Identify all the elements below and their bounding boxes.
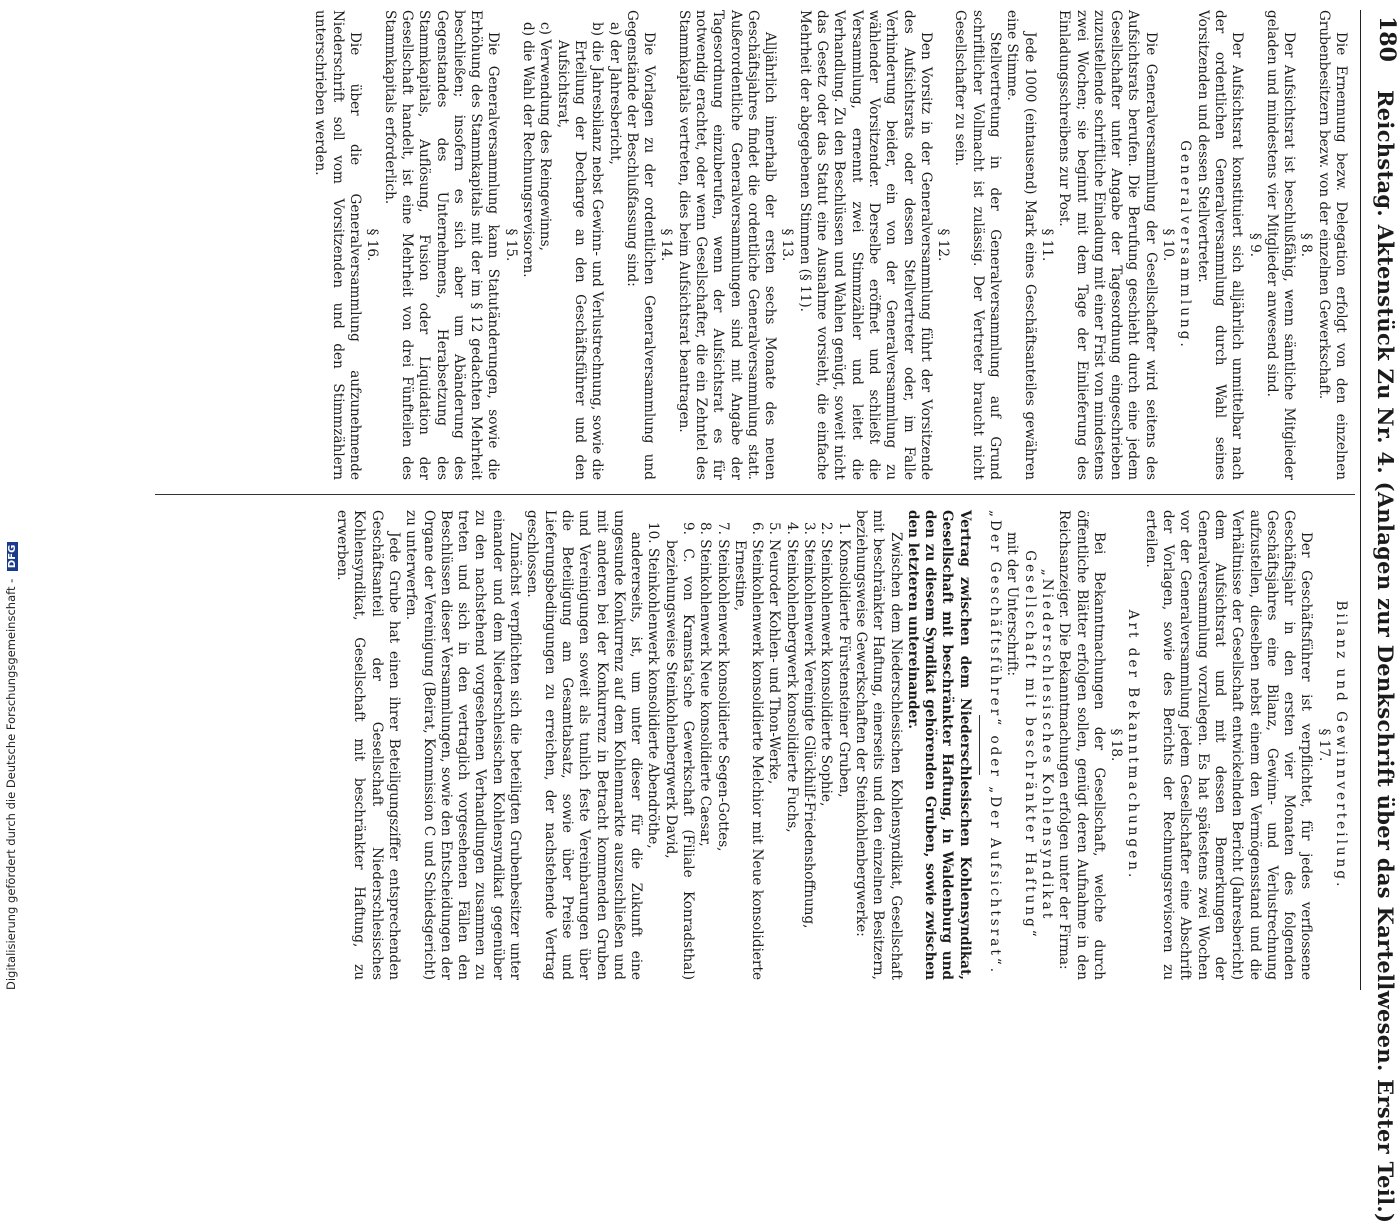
signature-line: „Der Geschäftsführer“ oder „Der Aufsichtsrat“. [987, 510, 1004, 976]
running-title: Reichstag. Aktenstück Zu Nr. 4. (Anlagen zur Denkschrift über das Kartellwesen. Erster Teil.) [1373, 90, 1398, 1223]
list-item: 8. Steinkohlenwerk Neue konsolidierte Caesar, [697, 522, 714, 847]
section-heading: § 16. [364, 228, 381, 262]
list-item: 3. Steinkohlenwerk Vereinigte Glückhilf-Friedenshoffnung, [801, 522, 818, 929]
paragraph: Jede 1000 (eintausend) Mark eines Geschäftsanteiles gewähren eine Stimme. [1004, 10, 1038, 480]
page-header [1360, 10, 1400, 1223]
paragraph: Die über die Generalversammlung aufzunehmende Niederschrift soll vom Vorsitzenden und den Stimmzählern unterschrieben werden. [312, 10, 364, 480]
left-column [149, 10, 1349, 480]
list-item: 5. Neuroder Kohlen- und Thon-Werke, [766, 522, 783, 785]
list-item: c) Verwendung des Reingewinns, [537, 22, 554, 251]
section-heading: § 12. [935, 228, 952, 262]
credit-text: Digitalisierung gefördert durch die Deutsche Forschungsgemeinschaft - [4, 578, 18, 990]
section-heading: § 8. [1298, 232, 1315, 258]
column-divider [155, 494, 1355, 495]
paragraph: Die Vorlagen zu der ordentlichen Generalversammlung und Gegenstände der Beschlußfassung sind: [623, 10, 658, 480]
section-caption: Generalversammlung. [1177, 140, 1194, 350]
paragraph: andererseits, ist, um unter dieser für die Zukunft eine ungesunde Konkurrenz auf dem Kohlenmarkte auszuschließen und mit anderen bei der Konkurrenz in Betracht kommenden Gruben und Vereinigungen soweit als tunlich feste Vereinbarungen über die Beteiligung am Gesamtabsatz, sowie über Preise und Lieferungsbedingungen zu erreichen, der nachstehende Vertrag geschlossen. [524, 510, 645, 980]
dfg-logo: DFG [7, 542, 18, 571]
list-item: 1. Konsolidierte Fürstensteiner Gruben, [835, 522, 852, 798]
paragraph: Stellvertretung in der Generalversammlung auf Grund schriftlicher Vollmacht ist zulässig. Der Vertreter braucht nicht Gesellschafter zu sein. [952, 10, 1004, 480]
section-heading: § 15. [502, 228, 519, 262]
section-heading: § 18. [1108, 728, 1125, 762]
list-item: b) die Jahresbilanz nebst Gewinn- und Verlustrechnung, sowie die Erteilung der Decharge an den Geschäftsführer und den Aufsichtsrat, [554, 22, 606, 480]
section-heading: § 10. [1160, 228, 1177, 262]
list-item: 4. Steinkohlenbergwerk konsolidierte Fuchs, [783, 522, 800, 833]
digitization-credit [4, 542, 18, 990]
list-item: 6. Steinkohlenwerk konsolidierte Melchior mit Neue konsolidierte Ernestine, [731, 522, 766, 980]
paragraph: Die Generalversammlung kann Statutänderungen, sowie die Erhöhung des Stammkapitals mit der im § 12 gedachten Mehrheit beschließen; insofern es sich aber um Abänderung des Gegenstandes des Unternehmens, Herabsetzung des Stammkapitals, Auflösung, Fusion oder Liquidation der Gesellschaft handelt, ist eine Mehrheit von drei Fünfteilen des Stammkapitals erforderlich. [381, 10, 502, 480]
list-item: 2. Steinkohlenwerk konsolidierte Sophie, [818, 522, 835, 807]
paragraph: Die Generalversammlung der Gesellschafter wird seitens des Aufsichtsrats berufen. Die Berufung geschieht durch eine jedem Gesellschafter unter Angabe der Tagesordnung eingeschrieben zuzustellende schriftliche Einladung mit einer Frist von mindestens zwei Wochen; sie beginnt mit dem Tage der Einlieferung des Einladungsschreibens zur Post. [1056, 10, 1159, 480]
document-page [140, 10, 1400, 1223]
paragraph: Der Geschäftsführer ist verpflichtet, für jedes verflossene Geschäftsjahr in den ersten vier Monaten des folgenden Geschäftsjahres eine Bilanz, Gewinn- und Verlustrechnung aufzustellen, dieselben nebst einem den Vermögensstand und die Verhältnisse der Gesellschaft entwickelnden Bericht (Jahresbericht) dem Aufsichtsrat und mit dessen Bemerkungen der Generalversammlung vorzulegen. Es hat spätestens zwei Wochen vor der Generalversammlung jedem Gesellschafter eine Abschrift der Vorlagen, sowie des Berichts der Rechnungsrevisoren zu erteilen. [1142, 510, 1315, 980]
section-caption: Bilanz und Gewinnverteilung. [1333, 600, 1349, 890]
section-heading: § 17. [1315, 728, 1332, 762]
paragraph: Den Vorsitz in der Generalversammlung führt der Vorsitzende des Aufsichtsrats oder dessen Stellvertreter oder, im Falle Verhinderung beider, ein von der Generalversammlung zu wählender Vorsitzender. Derselbe eröffnet und schließt die Versammlung, ernennt zwei Stimmzähler und leitet die Verhandlung. Zu den Beschlüssen und Wahlen genügt, soweit nicht das Gesetz oder das Statut eine Ausnahme vorsieht, die einfache Mehrheit der abgegebenen Stimmen (§ 11). [796, 10, 934, 480]
paragraph: Zunächst verpflichten sich die beteiligten Grubenbesitzer unter einander und dem Niederschlesischen Kohlensyndikat gegenüber zu den nachstehend vorgesehenen Verhandlungen zusammen zu treten und sich in den vertraglich vorgesehenen Fällen den Beschlüssen dieser Versammlungen, sowie den Entscheidungen der Organe der Vereinigung (Beirat, Kommission C und Schiedsgericht) zu unterwerfen. [403, 510, 524, 980]
paragraph: Zwischen dem Niederschlesischen Kohlensyndikat, Gesellschaft mit beschränkter Haftung, einerseits und den einzelnen Besitzern, beziehungsweise Gewerkschaften der Steinkohlenbergwerke: [852, 510, 904, 980]
page-number: 180 [1374, 16, 1400, 62]
paragraph: Die Ernennung bezw. Delegation erfolgt von den einzelnen Grubenbesitzern bezw. von der einzelnen Gewerkschaft. [1315, 10, 1349, 480]
paragraph: Alljährlich innerhalb der ersten sechs Monate des neuen Geschäftsjahres findet die ordentliche Generalversammlung statt. Außerordentliche Generalversammlungen sind mit Angabe der Tagesordnung einzuberufen, wenn der Aufsichtsrat es für notwendig erachtet, oder wenn Gesellschafter, die ein Zehntel des Stammkapitals vertreten, dies beim Aufsichtsrat beantragen. [675, 10, 779, 480]
paragraph: Der Aufsichtsrat ist beschlußfähig, wenn sämtliche Mitglieder geladen und mindestens vier Mitglieder anwesend sind. [1263, 10, 1298, 480]
list-item: d) die Wahl der Rechnungsrevisoren. [520, 22, 537, 278]
list-item: 9. C. von Kramsta'sche Gewerkschaft (Filiale Konradsthal) beziehungsweise Steinkohlenbergwerk David, [662, 522, 697, 980]
paragraph: Jede Grube hat einen ihrer Beteiligungsziffer entsprechenden Geschäftsanteil der Gesellschaft Niederschlesisches Kohlensyndikat, Gesellschaft mit beschränkter Haftung, zu erwerben. [334, 510, 402, 980]
list-item: a) der Jahresbericht, [606, 22, 623, 165]
paragraph: Bei Bekanntmachungen der Gesellschaft, welche durch öffentliche Blätter erfolgen sollen, genügt deren Aufnahme in den Reichsanzeiger. Die Bekanntmachungen erfolgen unter der Firma: [1056, 510, 1107, 980]
list-item: 10. Steinkohlenwerk konsolidierte Abendröthe, [645, 522, 662, 849]
company-name: „Niederschlesisches Kohlensyndikat Gesellschaft mit beschränkter Haftung“ [1021, 550, 1055, 940]
section-heading: § 9. [1246, 232, 1263, 258]
right-column [149, 510, 1349, 980]
section-caption: Art der Bekanntmachungen. [1125, 609, 1142, 881]
paragraph: Der Aufsichtsrat konstituiert sich alljährlich unmittelbar nach der ordentlichen Generalversammlung durch Wahl seines Vorsitzenden und dessen Stellvertreter. [1194, 10, 1246, 480]
contract-title: Vertrag zwischen dem Niederschlesischen Kohlensyndikat, Gesellschaft mit beschränkter Haftung, in Waldenburg und den zu diesem Syndikat gehörenden Gruben, sowie zwischen den letzteren untereinander. [904, 510, 973, 980]
section-heading: § 14. [658, 228, 675, 262]
list-item: 7. Steinkohlenwerk konsolidierte Segen-Gottes, [714, 522, 731, 852]
section-heading: § 13. [779, 228, 796, 262]
section-heading: § 11. [1038, 228, 1055, 262]
separator-rule [979, 715, 980, 775]
paragraph: mit der Unterschrift: [1004, 532, 1021, 677]
